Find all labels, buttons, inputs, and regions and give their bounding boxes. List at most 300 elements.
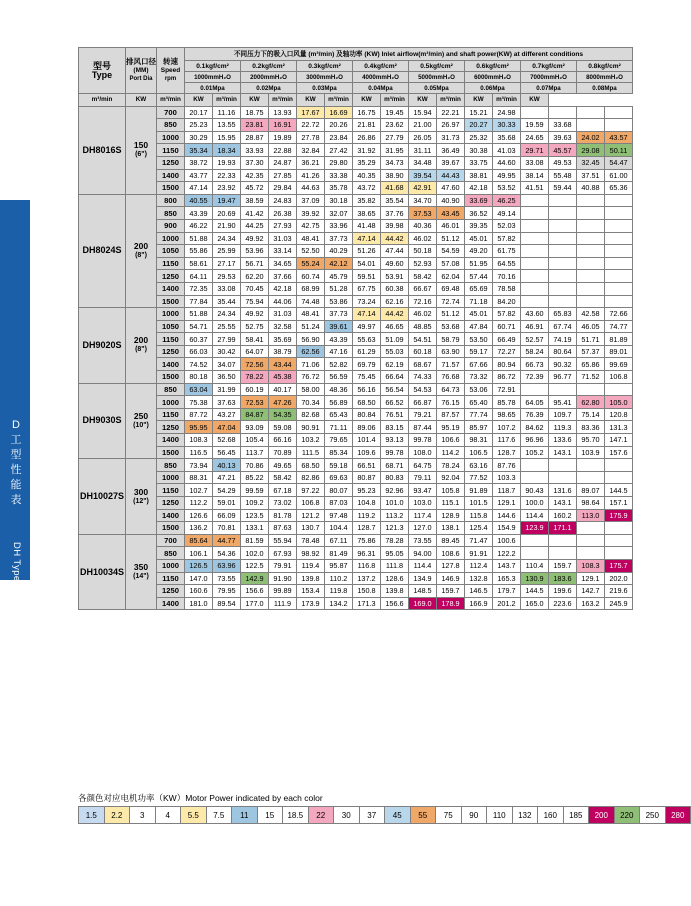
rpm-cell: 850 xyxy=(157,547,185,560)
side-tab-cn-label xyxy=(8,418,24,508)
data-cell: 37.66 xyxy=(269,270,297,283)
data-cell: 51.12 xyxy=(437,232,465,245)
rpm-cell: 900 xyxy=(157,219,185,232)
sub-power-0: KW xyxy=(126,94,157,107)
rpm-cell: 1500 xyxy=(157,182,185,195)
data-cell: 108.3 xyxy=(577,559,605,572)
data-cell: 55.24 xyxy=(297,257,325,270)
data-cell: 64.75 xyxy=(409,459,437,472)
data-cell: 33.96 xyxy=(325,219,353,232)
data-cell: 58.41 xyxy=(241,333,269,346)
data-cell: 71.18 xyxy=(465,295,493,308)
data-cell: 24.34 xyxy=(213,308,241,321)
data-cell: 40.90 xyxy=(437,194,465,207)
data-cell xyxy=(521,383,549,396)
data-cell: 83.36 xyxy=(577,421,605,434)
data-cell: 49.92 xyxy=(241,232,269,245)
legend-item: 185 xyxy=(563,806,589,824)
data-cell: 108.3 xyxy=(185,434,213,447)
data-cell: 95.05 xyxy=(381,547,409,560)
data-cell: 147.0 xyxy=(185,572,213,585)
data-cell: 78.48 xyxy=(297,534,325,547)
data-cell: 46.22 xyxy=(185,219,213,232)
data-cell: 128.6 xyxy=(381,572,409,585)
table-body xyxy=(79,106,633,610)
data-cell: 13.93 xyxy=(269,106,297,119)
data-cell: 29.71 xyxy=(521,144,549,157)
data-cell: 69.63 xyxy=(325,471,353,484)
data-cell: 49.95 xyxy=(493,169,521,182)
data-cell: 245.9 xyxy=(605,597,633,610)
table-row xyxy=(79,194,633,207)
data-cell: 134.2 xyxy=(325,597,353,610)
data-cell: 49.14 xyxy=(493,207,521,220)
data-cell: 27.17 xyxy=(213,257,241,270)
data-cell: 49.97 xyxy=(353,320,381,333)
data-cell: 31.73 xyxy=(437,131,465,144)
data-cell: 83.15 xyxy=(381,421,409,434)
table-row xyxy=(79,434,633,447)
side-tab-en-label xyxy=(2,540,28,770)
data-cell: 45.57 xyxy=(549,144,577,157)
legend-item: 11 xyxy=(231,806,257,824)
data-cell: 19.59 xyxy=(521,119,549,132)
data-cell: 104.8 xyxy=(353,497,381,510)
table-row xyxy=(79,182,633,195)
data-cell: 131.6 xyxy=(549,484,577,497)
table-row xyxy=(79,459,633,472)
data-cell: 37.73 xyxy=(325,232,353,245)
sub-power-7: KW xyxy=(521,94,549,107)
data-cell: 36.21 xyxy=(297,156,325,169)
data-cell: 27.78 xyxy=(297,131,325,144)
data-cell: 76.39 xyxy=(521,408,549,421)
data-cell xyxy=(521,459,549,472)
data-cell: 91.91 xyxy=(465,547,493,560)
data-cell: 58.42 xyxy=(269,471,297,484)
data-cell: 177.0 xyxy=(241,597,269,610)
data-cell: 119.3 xyxy=(549,421,577,434)
data-cell: 34.70 xyxy=(409,194,437,207)
data-cell: 46.65 xyxy=(381,320,409,333)
data-cell: 143.7 xyxy=(493,559,521,572)
data-cell: 78.22 xyxy=(241,371,269,384)
data-cell: 66.16 xyxy=(269,434,297,447)
data-cell: 63.16 xyxy=(465,459,493,472)
data-cell: 44.63 xyxy=(297,182,325,195)
data-cell: 72.39 xyxy=(521,371,549,384)
port-inch: (12") xyxy=(133,497,149,505)
data-cell: 68.99 xyxy=(297,282,325,295)
data-cell: 46.05 xyxy=(577,320,605,333)
table-row xyxy=(79,295,633,308)
data-cell: 24.65 xyxy=(521,131,549,144)
data-cell: 73.24 xyxy=(353,295,381,308)
data-cell: 59.18 xyxy=(325,459,353,472)
data-cell: 52.75 xyxy=(241,320,269,333)
data-cell: 51.28 xyxy=(325,282,353,295)
data-cell: 126.5 xyxy=(185,559,213,572)
data-cell: 20.26 xyxy=(325,119,353,132)
data-cell: 60.18 xyxy=(409,345,437,358)
data-cell: 52.82 xyxy=(325,358,353,371)
legend-item: 220 xyxy=(614,806,640,824)
data-cell: 47.04 xyxy=(213,421,241,434)
pressure-kg-1: 0.2kgf/cm² xyxy=(241,61,297,72)
data-cell: 60.38 xyxy=(381,282,409,295)
data-cell: 38.79 xyxy=(269,345,297,358)
data-cell xyxy=(577,232,605,245)
data-cell: 101.0 xyxy=(381,497,409,510)
data-cell: 84.62 xyxy=(521,421,549,434)
data-cell: 24.02 xyxy=(577,131,605,144)
data-cell: 40.13 xyxy=(213,459,241,472)
data-cell: 67.75 xyxy=(353,282,381,295)
data-cell: 87.57 xyxy=(437,408,465,421)
data-cell: 101.4 xyxy=(353,434,381,447)
data-cell: 113.0 xyxy=(577,509,605,522)
data-cell xyxy=(549,106,577,119)
pressure-mm-6: 7000mmH₂O xyxy=(521,72,577,83)
data-cell: 51.24 xyxy=(297,320,325,333)
port-cell xyxy=(126,308,157,384)
data-cell: 43.77 xyxy=(185,169,213,182)
table-row xyxy=(79,207,633,220)
table-row xyxy=(79,396,633,409)
data-cell xyxy=(605,459,633,472)
data-cell: 165.3 xyxy=(493,572,521,585)
data-cell: 70.81 xyxy=(213,522,241,535)
data-cell: 156.6 xyxy=(241,585,269,598)
data-cell: 66.64 xyxy=(381,371,409,384)
data-cell: 99.78 xyxy=(409,434,437,447)
data-cell: 42.18 xyxy=(269,282,297,295)
port-mm: 200 xyxy=(133,335,149,346)
data-cell: 106.1 xyxy=(185,547,213,560)
data-cell: 13.55 xyxy=(213,119,241,132)
port-cell xyxy=(126,194,157,307)
data-cell: 16.91 xyxy=(269,119,297,132)
table-row xyxy=(79,232,633,245)
data-cell: 60.71 xyxy=(493,320,521,333)
rpm-cell: 1000 xyxy=(157,131,185,144)
data-cell: 81.78 xyxy=(269,509,297,522)
data-cell: 27.42 xyxy=(325,144,353,157)
data-cell: 31.03 xyxy=(269,308,297,321)
data-cell: 21.90 xyxy=(213,219,241,232)
rpm-cell: 1400 xyxy=(157,282,185,295)
rpm-cell: 1050 xyxy=(157,320,185,333)
data-cell: 24.87 xyxy=(269,156,297,169)
data-cell: 202.0 xyxy=(605,572,633,585)
data-cell: 59.17 xyxy=(465,345,493,358)
data-cell: 43.60 xyxy=(521,308,549,321)
data-cell: 115.1 xyxy=(437,497,465,510)
data-cell: 114.4 xyxy=(521,509,549,522)
data-cell: 16.69 xyxy=(325,106,353,119)
pressure-mpa-0: 0.01Mpa xyxy=(185,83,241,94)
data-cell: 65.69 xyxy=(465,282,493,295)
table-row xyxy=(79,497,633,510)
data-cell: 74.48 xyxy=(297,295,325,308)
pressure-mm-3: 4000mmH₂O xyxy=(353,72,409,83)
data-cell xyxy=(605,282,633,295)
data-cell: 134.9 xyxy=(409,572,437,585)
data-cell: 60.19 xyxy=(241,383,269,396)
data-cell: 65.40 xyxy=(465,396,493,409)
data-cell: 80.18 xyxy=(185,371,213,384)
data-cell: 55.03 xyxy=(381,345,409,358)
data-cell: 54.71 xyxy=(185,320,213,333)
data-cell: 146.9 xyxy=(437,572,465,585)
data-cell: 159.7 xyxy=(437,585,465,598)
rpm-cell: 1500 xyxy=(157,446,185,459)
data-cell: 58.00 xyxy=(297,383,325,396)
data-cell: 45.38 xyxy=(269,371,297,384)
data-cell: 103.2 xyxy=(297,434,325,447)
data-cell: 76.15 xyxy=(437,396,465,409)
data-cell: 58.24 xyxy=(521,345,549,358)
data-cell: 73.94 xyxy=(185,459,213,472)
port-cell xyxy=(126,459,157,535)
data-cell: 11.16 xyxy=(213,106,241,119)
data-cell: 73.32 xyxy=(465,371,493,384)
data-cell: 54.47 xyxy=(605,156,633,169)
data-cell: 76.51 xyxy=(381,408,409,421)
data-cell: 103.0 xyxy=(409,497,437,510)
data-cell: 47.14 xyxy=(353,308,381,321)
data-cell: 33.08 xyxy=(521,156,549,169)
data-cell: 114.2 xyxy=(437,446,465,459)
rpm-cell: 1050 xyxy=(157,245,185,258)
data-cell: 85.34 xyxy=(325,446,353,459)
data-cell: 143.1 xyxy=(549,497,577,510)
data-cell: 42.35 xyxy=(241,169,269,182)
data-cell: 95.23 xyxy=(353,484,381,497)
data-cell: 36.50 xyxy=(213,371,241,384)
data-cell xyxy=(521,245,549,258)
pressure-kg-3: 0.4kgf/cm² xyxy=(353,61,409,72)
legend-item: 55 xyxy=(410,806,436,824)
data-cell: 64.11 xyxy=(185,270,213,283)
data-cell: 72.35 xyxy=(185,282,213,295)
data-cell: 39.63 xyxy=(549,131,577,144)
data-cell: 43.57 xyxy=(605,131,633,144)
table-row xyxy=(79,572,633,585)
data-cell: 40.29 xyxy=(325,245,353,258)
data-cell: 66.52 xyxy=(381,396,409,409)
data-cell: 103.9 xyxy=(577,446,605,459)
data-cell: 74.19 xyxy=(549,333,577,346)
data-cell xyxy=(521,547,549,560)
table-row xyxy=(79,320,633,333)
data-cell: 70.45 xyxy=(241,282,269,295)
sub-power-6: KW xyxy=(465,94,493,107)
legend-item: 22 xyxy=(308,806,334,824)
data-cell: 66.51 xyxy=(353,459,381,472)
data-cell: 103.3 xyxy=(493,471,521,484)
data-cell: 54.51 xyxy=(409,333,437,346)
data-cell xyxy=(521,295,549,308)
port-header-en: Port Dia xyxy=(129,76,153,82)
data-cell: 75.86 xyxy=(353,534,381,547)
data-cell: 43.44 xyxy=(269,358,297,371)
data-cell: 36.49 xyxy=(437,144,465,157)
data-cell: 45.01 xyxy=(465,232,493,245)
data-cell: 69.79 xyxy=(353,358,381,371)
data-cell: 122.2 xyxy=(493,547,521,560)
data-cell: 160.2 xyxy=(549,509,577,522)
data-cell xyxy=(521,219,549,232)
data-cell: 45.01 xyxy=(465,308,493,321)
data-cell: 96.96 xyxy=(521,434,549,447)
data-cell: 27.99 xyxy=(213,333,241,346)
data-cell: 41.03 xyxy=(493,144,521,157)
data-cell: 43.45 xyxy=(437,207,465,220)
data-cell: 156.6 xyxy=(381,597,409,610)
data-cell: 58.61 xyxy=(185,257,213,270)
port-mm: 250 xyxy=(133,410,149,421)
data-cell: 66.73 xyxy=(521,358,549,371)
data-cell: 24.98 xyxy=(493,106,521,119)
data-cell: 100.0 xyxy=(521,497,549,510)
pressure-mm-2: 3000mmH₂O xyxy=(297,72,353,83)
data-cell xyxy=(577,282,605,295)
data-cell xyxy=(549,295,577,308)
data-cell: 76.72 xyxy=(297,371,325,384)
data-cell: 65.86 xyxy=(577,358,605,371)
data-cell: 106.8 xyxy=(297,497,325,510)
data-cell: 38.90 xyxy=(381,169,409,182)
data-cell: 119.2 xyxy=(353,509,381,522)
data-cell: 72.16 xyxy=(409,295,437,308)
data-cell: 144.5 xyxy=(521,585,549,598)
pressure-kg-7: 0.8kgf/cm² xyxy=(577,61,633,72)
data-cell: 73.55 xyxy=(213,572,241,585)
data-cell xyxy=(605,219,633,232)
sub-flow-7: m³/min xyxy=(493,94,521,107)
data-cell: 44.25 xyxy=(241,219,269,232)
data-cell: 37.76 xyxy=(381,207,409,220)
legend-item: 250 xyxy=(639,806,665,824)
conditions-title: 不同压力下的吸入口风量 (m³/min) 及轴功率 (KW) Inlet airflow(m³/min) and shaft power(KW) at different conditions xyxy=(185,48,633,61)
data-cell xyxy=(605,245,633,258)
rpm-cell: 1150 xyxy=(157,144,185,157)
table-row xyxy=(79,308,633,321)
data-cell: 144.6 xyxy=(493,509,521,522)
port-inch: (6") xyxy=(135,151,147,159)
data-cell: 112.4 xyxy=(465,559,493,572)
data-cell xyxy=(605,534,633,547)
data-cell: 38.14 xyxy=(521,169,549,182)
data-cell: 171.1 xyxy=(549,522,577,535)
data-cell: 39.61 xyxy=(325,320,353,333)
model-cell: DH8016S xyxy=(79,106,126,194)
data-cell: 49.92 xyxy=(241,308,269,321)
data-cell: 47.21 xyxy=(213,471,241,484)
data-cell: 38.81 xyxy=(465,169,493,182)
data-cell: 106.8 xyxy=(605,371,633,384)
data-cell: 27.85 xyxy=(269,169,297,182)
data-cell xyxy=(521,232,549,245)
data-cell: 144.5 xyxy=(605,484,633,497)
data-cell: 96.77 xyxy=(549,371,577,384)
data-cell xyxy=(549,194,577,207)
data-cell: 53.06 xyxy=(465,383,493,396)
data-cell: 40.36 xyxy=(409,219,437,232)
data-cell: 139.8 xyxy=(297,572,325,585)
data-cell: 113.2 xyxy=(381,509,409,522)
data-cell: 52.03 xyxy=(493,219,521,232)
data-cell: 52.93 xyxy=(409,257,437,270)
data-cell: 56.54 xyxy=(381,383,409,396)
data-cell: 148.5 xyxy=(409,585,437,598)
data-cell: 80.84 xyxy=(353,408,381,421)
data-cell: 43.72 xyxy=(353,182,381,195)
table-row xyxy=(79,358,633,371)
data-cell: 52.68 xyxy=(213,434,241,447)
data-cell: 169.0 xyxy=(409,597,437,610)
data-cell: 128.9 xyxy=(437,509,465,522)
data-cell: 19.89 xyxy=(269,131,297,144)
data-cell xyxy=(521,257,549,270)
data-cell: 41.48 xyxy=(353,219,381,232)
data-cell: 119.4 xyxy=(297,559,325,572)
port-header xyxy=(126,48,157,94)
legend-item: 132 xyxy=(512,806,538,824)
data-cell: 127.0 xyxy=(409,522,437,535)
data-cell: 23.81 xyxy=(241,119,269,132)
data-cell xyxy=(521,194,549,207)
data-cell: 20.69 xyxy=(213,207,241,220)
data-cell: 128.7 xyxy=(493,446,521,459)
data-cell: 72.27 xyxy=(493,345,521,358)
table-row xyxy=(79,446,633,459)
data-cell: 89.07 xyxy=(577,484,605,497)
data-cell: 26.38 xyxy=(269,207,297,220)
data-cell: 52.50 xyxy=(297,245,325,258)
data-cell: 201.2 xyxy=(493,597,521,610)
pressure-mpa-2: 0.03Mpa xyxy=(297,83,353,94)
pressure-mpa-1: 0.02Mpa xyxy=(241,83,297,94)
data-cell: 85.22 xyxy=(241,471,269,484)
data-cell xyxy=(549,219,577,232)
data-cell: 25.55 xyxy=(213,320,241,333)
data-cell: 95.95 xyxy=(185,421,213,434)
data-cell: 35.69 xyxy=(269,333,297,346)
data-cell: 61.00 xyxy=(605,169,633,182)
table-row xyxy=(79,144,633,157)
port-cell xyxy=(126,106,157,194)
sub-flow-3: m³/min xyxy=(269,94,297,107)
data-cell xyxy=(577,119,605,132)
data-cell: 30.29 xyxy=(185,131,213,144)
data-cell: 55.48 xyxy=(549,169,577,182)
data-cell: 72.56 xyxy=(241,358,269,371)
data-cell: 75.38 xyxy=(185,396,213,409)
table-row xyxy=(79,219,633,232)
rpm-cell: 700 xyxy=(157,534,185,547)
data-cell xyxy=(577,471,605,484)
data-cell: 50.11 xyxy=(605,144,633,157)
data-cell: 70.89 xyxy=(269,446,297,459)
speed-header-en: Speed xyxy=(160,67,181,74)
data-cell: 25.23 xyxy=(185,119,213,132)
data-cell xyxy=(605,295,633,308)
data-cell: 57.44 xyxy=(465,270,493,283)
data-cell: 35.44 xyxy=(213,295,241,308)
data-cell: 175.7 xyxy=(605,559,633,572)
